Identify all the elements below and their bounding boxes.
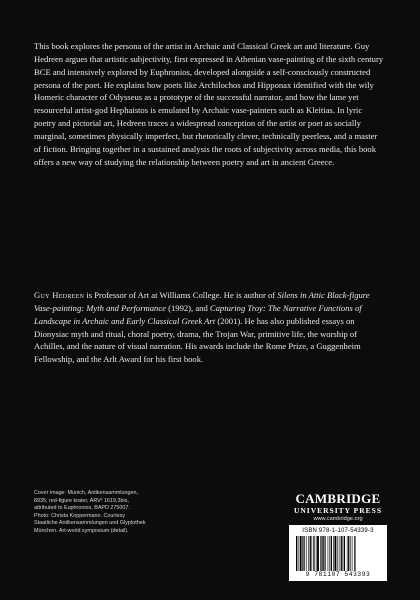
barcode-bar — [347, 536, 348, 571]
author-bio-text-3: (2001). He has also published essays on Dionysiac myth and ritual, choral poetry, drama, the Trojan War, primitive life, the worship of Achilles, and the nature of visual narration. His awards include the Rome Prize, a Guggenheim Fellowship, and the Arlt Award for his first book. — [34, 315, 361, 365]
barcode-bar — [334, 536, 336, 571]
credit-line: Staatliche Antikensammlungen und Glyptothek — [34, 520, 146, 527]
publisher-url: www.cambridge.org — [313, 516, 363, 522]
publisher-subtitle: UNIVERSITY PRESS — [293, 506, 383, 515]
barcode-bar — [350, 536, 351, 571]
barcode-bar — [348, 536, 349, 571]
author-bio — [34, 289, 386, 366]
book-description: This book explores the persona of the artist in Archaic and Classical Greek art and literature. Guy Hedreen argues that artistic subjectivity, first expressed in Athenian vase-painting of the sixth century BCE and intensively explored by Euphronios, developed alongside a self-consciously constructed persona of the poet. He explains how poets like Archilochos and Hipponax identified with the wily Homeric character of Odysseus as a prototype of the successful narrator, and how the lame yet resourceful artist-god Hephaistos is emulated by Archaic vase-painters such as Kleitias. In lyric poetry and pictorial art, Hedreen traces a widespread conception of the artist or poet as socially marginal, sometimes physically imperfect, but rhetorically clever, technically peerless, and a master of fiction. Bringing together in a sustained analysis the roots of subjectivity across media, this book offers a new way of studying the relationship between poetry and art in ancient Greece. — [34, 41, 384, 167]
barcode-bar — [329, 536, 330, 571]
barcode-bar — [344, 536, 345, 571]
barcode-bar — [300, 536, 302, 571]
barcode-bar — [331, 536, 332, 571]
barcode-bar — [321, 536, 322, 571]
barcode-bar — [354, 536, 355, 571]
author-bio-text-1: is Professor of Art at Williams College. He is author of — [84, 290, 278, 300]
barcode-icon — [296, 536, 380, 571]
barcode-bar — [303, 536, 304, 571]
barcode-bar — [320, 536, 321, 571]
barcode-bar — [341, 536, 342, 571]
publisher-logo — [288, 492, 388, 522]
author-name: Guy Hedreen — [34, 290, 85, 300]
barcode-bar — [339, 536, 340, 571]
barcode-bar — [302, 536, 303, 571]
author-bio-text-2: (1992), and — [165, 302, 210, 313]
credit-line: 8935, red-figure krater, ARV² 1619,3bis, — [34, 497, 129, 504]
isbn-label: ISBN 978-1-107-54339-3 — [302, 528, 374, 534]
barcode-bar — [333, 536, 334, 571]
credit-line: Photo: Christa Koppermann. Courtesy — [34, 512, 126, 519]
publisher-name: CAMBRIDGE — [295, 491, 381, 506]
credit-line: attributed to Euphronios, BAPD 275007. — [34, 505, 130, 512]
barcode-bar — [325, 536, 326, 571]
barcode-bar — [310, 536, 311, 571]
barcode-bar — [312, 536, 313, 571]
barcode-bar — [298, 536, 299, 571]
barcode-bar — [337, 536, 338, 571]
barcode-bar — [306, 536, 307, 571]
author-book-title-1: Silens in Attic Black-figure Vase-painting: Myth and Performance — [34, 290, 370, 313]
credit-line: München. Art-world symposium (detail). — [34, 527, 129, 534]
barcode-bar — [343, 536, 344, 571]
barcode-bar — [296, 536, 297, 571]
author-book-title-2: Capturing Troy: The Narrative Functions of Landscape in Archaic and Early Classical Greek Art — [34, 302, 362, 326]
barcode-bar — [323, 536, 324, 571]
barcode-bar — [313, 536, 314, 571]
barcode-digits: 9 781107 543393 — [305, 571, 371, 578]
credit-line: Cover image: Munich, Antikensammlungen, — [34, 490, 138, 496]
barcode-bar — [316, 536, 317, 571]
barcode-bar — [352, 536, 353, 571]
barcode-bar — [328, 536, 329, 571]
barcode-bar — [317, 536, 319, 571]
cover-image-credits — [34, 490, 194, 536]
isbn-barcode — [289, 525, 387, 581]
barcode-bar — [308, 536, 309, 571]
